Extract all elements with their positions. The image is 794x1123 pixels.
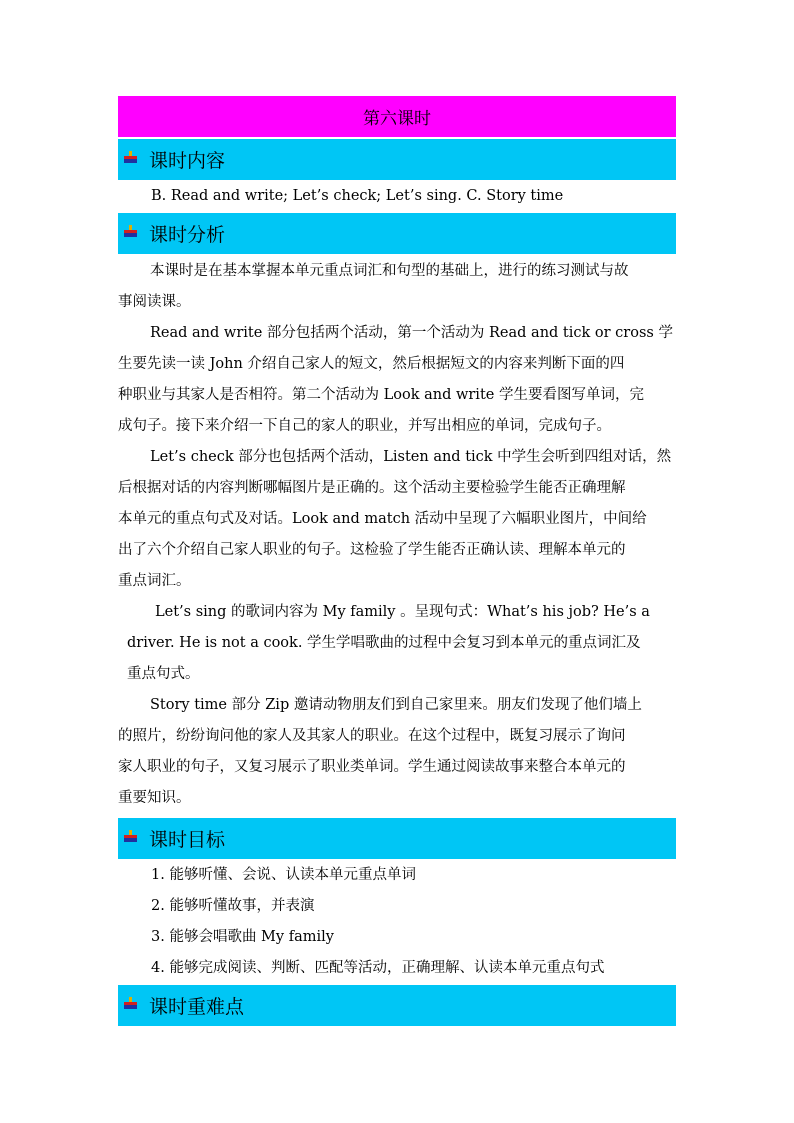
text-line: 生要先读一读 John 介绍自己家人的短文，然后根据短文的内容来判断下面的四	[118, 356, 625, 372]
analysis-paragraph-5	[118, 690, 676, 814]
analysis-paragraph-2	[118, 318, 676, 442]
text-line: driver. He is not a cook. 学生学唱歌曲的过程中会复习到本单元的重点词汇及	[127, 635, 641, 651]
text-line: 后根据对话的内容判断哪幅图片是正确的。这个活动主要检验学生能否正确理解	[118, 480, 626, 496]
book-bullet-icon	[124, 830, 137, 843]
text-line: 的照片，纷纷询问他的家人及其家人的职业。在这个过程中，既复习展示了询问	[118, 728, 626, 744]
lesson-page	[118, 96, 676, 1026]
content-line: B. Read and write; Let’s check; Let’s sing. C. Story time	[151, 188, 564, 204]
text-line: Read and write 部分包括两个活动，第一个活动为 Read and tick or cross 学	[150, 325, 673, 341]
section-header-content	[118, 138, 676, 180]
list-item: 4. 能够完成阅读、判断、匹配等活动，正确理解、认读本单元重点句式	[151, 960, 605, 976]
analysis-paragraph-4	[118, 597, 676, 690]
text-line: 事阅读课。	[118, 294, 191, 310]
section-header-analysis	[118, 212, 676, 254]
text-line: 重点词汇。	[118, 573, 191, 589]
content-text	[118, 180, 676, 212]
analysis-paragraph-3	[118, 442, 676, 597]
section-header-goals	[118, 817, 676, 859]
section-heading: 课时内容	[149, 150, 226, 172]
list-item: 1. 能够听懂、会说、认读本单元重点单词	[151, 867, 416, 883]
text-line: 出了六个介绍自己家人职业的句子。这检验了学生能否正确认读、理解本单元的	[118, 542, 626, 558]
book-bullet-icon	[124, 997, 137, 1010]
title-text: 第六课时	[363, 109, 431, 129]
goals-list	[118, 860, 676, 984]
list-item: 3. 能够会唱歌曲 My family	[151, 929, 334, 945]
book-bullet-icon	[124, 225, 137, 238]
section-heading: 课时目标	[149, 829, 226, 851]
text-line: 本单元的重点句式及对话。Look and match 活动中呈现了六幅职业图片，中间给	[118, 511, 647, 527]
text-line: 重点句式。	[127, 666, 200, 682]
text-line: Let’s check 部分也包括两个活动，Listen and tick 中学生会听到四组对话，然	[150, 449, 672, 465]
text-line: 本课时是在基本掌握本单元重点词汇和句型的基础上，进行的练习测试与故	[150, 263, 629, 279]
analysis-paragraph-1	[118, 256, 676, 318]
book-bullet-icon	[124, 151, 137, 164]
list-item: 2. 能够听懂故事，并表演	[151, 898, 315, 914]
text-line: Story time 部分 Zip 邀请动物朋友们到自己家里来。朋友们发现了他们墙上	[150, 697, 642, 713]
text-line: 家人职业的句子，又复习展示了职业类单词。学生通过阅读故事来整合本单元的	[118, 759, 626, 775]
section-heading: 课时重难点	[149, 996, 245, 1018]
section-header-key-points	[118, 984, 676, 1026]
text-line: 成句子。接下来介绍一下自己的家人的职业，并写出相应的单词，完成句子。	[118, 418, 611, 434]
page-title	[118, 96, 676, 138]
text-line: 重要知识。	[118, 790, 191, 806]
section-heading: 课时分析	[149, 224, 226, 246]
text-line: Let’s sing 的歌词内容为 My family 。呈现句式：What’s his job? He’s a	[155, 604, 650, 620]
text-line: 种职业与其家人是否相符。第二个活动为 Look and write 学生要看图写单词，完	[118, 387, 644, 403]
